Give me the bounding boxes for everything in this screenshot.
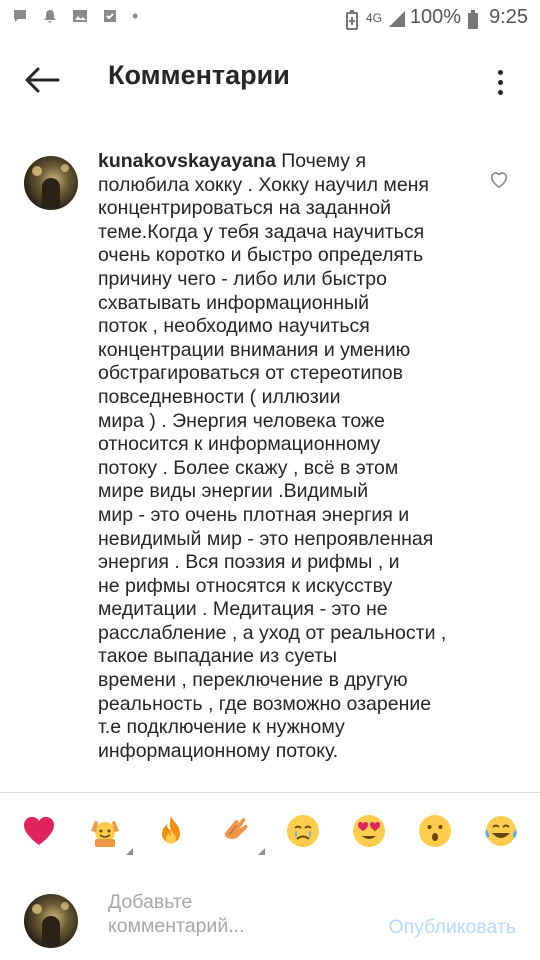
- network-type: 4G: [365, 10, 382, 25]
- chat-bubble-icon: [12, 8, 28, 24]
- more-vertical-icon-dot: [498, 80, 503, 85]
- comment: [0, 150, 540, 790]
- security-icon: [102, 8, 118, 24]
- avatar[interactable]: [24, 156, 78, 210]
- page-title: Комментарии: [108, 60, 290, 90]
- more-notifications-icon: •: [132, 6, 139, 26]
- fire-icon: [153, 813, 189, 849]
- add-comment-bar: [0, 880, 540, 960]
- astonished-face-icon: [417, 813, 453, 849]
- comment-body: [98, 150, 478, 763]
- arrow-left-icon: [24, 66, 60, 94]
- status-bar-notifications: [12, 8, 138, 24]
- avatar-detail: [32, 166, 42, 176]
- emoji-astonished-face-button[interactable]: [413, 809, 457, 853]
- avatar-detail: [32, 904, 42, 914]
- comment-input[interactable]: Добавьте комментарий...: [108, 891, 245, 937]
- publish-button[interactable]: Опубликовать: [388, 916, 516, 938]
- more-options-button[interactable]: [490, 62, 510, 102]
- avatar-detail: [61, 902, 69, 910]
- comment-username[interactable]: kunakovskayayana: [98, 150, 276, 172]
- emoji-crying-face-button[interactable]: [281, 809, 325, 853]
- avatar-detail: [42, 178, 60, 208]
- heart-eyes-icon: [351, 813, 387, 849]
- battery-saver-icon: [344, 10, 360, 26]
- battery-icon: [467, 10, 483, 26]
- status-bar: [0, 0, 540, 36]
- raising-hands-icon: [87, 813, 123, 849]
- current-user-avatar: [24, 894, 78, 948]
- heart-outline-icon: [488, 168, 510, 190]
- clapping-hands-icon: [219, 813, 255, 849]
- bell-icon: [42, 8, 58, 24]
- app-bar: [0, 36, 540, 122]
- battery-percent: 100%: [409, 6, 462, 28]
- emoji-clapping-hands-button[interactable]: [215, 809, 259, 853]
- avatar-detail: [61, 164, 69, 172]
- divider: [0, 792, 540, 793]
- emoji-raising-hands-button[interactable]: [83, 809, 127, 853]
- emoji-fire-button[interactable]: [149, 809, 193, 853]
- heart-icon: [21, 813, 57, 849]
- signal-icon: [388, 10, 404, 26]
- clock: 9:25: [489, 6, 528, 28]
- emoji-variants-indicator: [126, 848, 133, 855]
- more-vertical-icon: [498, 70, 503, 75]
- crying-face-icon: [285, 813, 321, 849]
- tears-of-joy-icon: [483, 813, 519, 849]
- emoji-variants-indicator: [258, 848, 265, 855]
- status-bar-system: [344, 6, 528, 29]
- emoji-heart-button[interactable]: [17, 809, 61, 853]
- gallery-icon: [72, 8, 88, 24]
- comment-text: Почему я полюбила хокку . Хокку научил меня концентрироваться на заданной теме.Когда у тебя задача научиться очень коротко и быстро определять причину чего - либо или быстро схватывать информационный поток , необходимо научиться концентрации внимания и умению обстрагироваться от стереотипов повседневности ( иллюзии мира ) . Энергия человека тоже относится к информационному потоку . Более скажу , всё в этом мире виды энергии .Видимый мир - это очень плотная энергия и невидимый мир - это непроявленная энергия . Вся поэзия и рифмы , и не рифмы относятся к искусству медитации . Медитация - это не расслабление , а уход от реальности , такое выпадание из суеты времени , переключение в другую реальность , где возможно озарение т.е подключение к нужному информационному потоку.: [98, 150, 447, 762]
- avatar-detail: [42, 916, 60, 946]
- more-vertical-icon-dot: [498, 90, 503, 95]
- emoji-quick-bar: [0, 806, 540, 856]
- like-button[interactable]: [488, 168, 510, 190]
- emoji-tears-of-joy-button[interactable]: [479, 809, 523, 853]
- back-button[interactable]: [20, 58, 64, 102]
- emoji-heart-eyes-button[interactable]: [347, 809, 391, 853]
